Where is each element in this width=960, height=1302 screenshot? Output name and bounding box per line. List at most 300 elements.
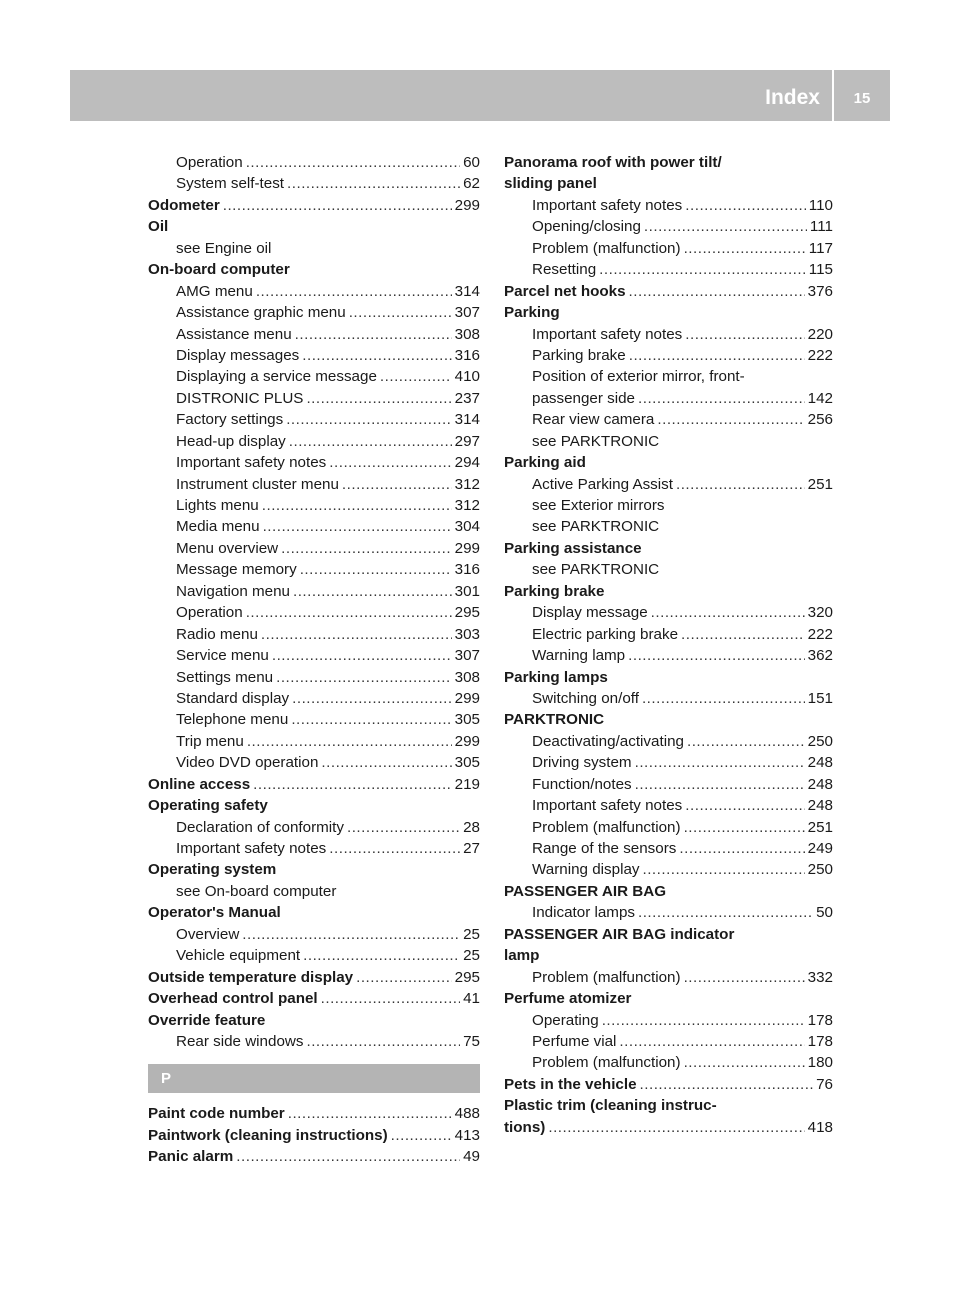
dot-leader: [287, 173, 460, 194]
entry-text: Problem (malfunction): [532, 968, 681, 986]
dot-leader: [684, 1052, 805, 1073]
entry-page[interactable]: 299: [454, 539, 480, 557]
dot-leader: [247, 731, 452, 752]
entry-page[interactable]: 301: [454, 582, 480, 600]
index-entry: [148, 324, 480, 345]
entry-text: see On-board computer: [176, 882, 337, 900]
entry-text: Navigation menu: [176, 582, 290, 600]
entry-text: Menu overview: [176, 539, 279, 557]
dot-leader: [329, 838, 460, 859]
entry-page[interactable]: 410: [454, 368, 480, 386]
index-entry: [504, 859, 833, 880]
entry-page[interactable]: 62: [463, 175, 480, 193]
index-entry: [148, 152, 480, 173]
index-entry: [148, 945, 480, 966]
dot-leader: [303, 945, 460, 966]
entry-text: Online access: [148, 775, 251, 793]
index-entry: [504, 817, 833, 838]
entry-text: see PARKTRONIC: [532, 518, 660, 536]
entry-page[interactable]: 222: [807, 625, 833, 643]
index-entry: [504, 1117, 833, 1138]
dot-leader: [291, 709, 451, 730]
dot-leader: [642, 688, 805, 709]
entry-page[interactable]: 256: [807, 411, 833, 429]
index-entry: [504, 945, 833, 966]
dot-leader: [347, 817, 460, 838]
entry-text: Switching on/off: [532, 689, 639, 707]
header-bar: [70, 70, 832, 121]
dot-leader: [391, 1125, 452, 1146]
index-entry: [148, 238, 480, 259]
index-list-right: [504, 152, 833, 1138]
dot-leader: [306, 1031, 460, 1052]
index-entry: [148, 924, 480, 945]
entry-page[interactable]: 316: [454, 346, 480, 364]
entry-text: Assistance graphic menu: [176, 304, 346, 322]
index-entry: [504, 1074, 833, 1095]
entry-page[interactable]: 312: [454, 475, 480, 493]
entry-page[interactable]: 312: [454, 497, 480, 514]
entry-text: Parking lamps: [504, 668, 608, 686]
dot-leader: [380, 366, 452, 387]
entry-text: Important safety notes: [176, 454, 327, 472]
index-entry: [504, 495, 833, 516]
entry-text: Paintwork (cleaning instructions): [148, 1126, 388, 1144]
entry-page[interactable]: 250: [807, 732, 833, 750]
index-entry: [504, 924, 833, 945]
entry-text: System self-test: [176, 175, 285, 193]
entry-text: AMG menu: [176, 282, 253, 300]
dot-leader: [628, 645, 805, 666]
entry-text: Operating system: [148, 861, 277, 879]
entry-page[interactable]: 248: [807, 775, 833, 793]
index-entry: [504, 559, 833, 580]
entry-text: Deactivating/activating: [532, 732, 684, 750]
index-entry: [148, 645, 480, 666]
dot-leader: [276, 667, 452, 688]
entry-page[interactable]: 299: [454, 732, 480, 750]
entry-page[interactable]: 307: [454, 304, 480, 322]
index-entry: [148, 1146, 480, 1167]
index-entry: [148, 967, 480, 988]
index-entry: [148, 1031, 480, 1052]
dot-leader: [342, 474, 452, 495]
entry-text: Resetting: [532, 261, 597, 279]
entry-page[interactable]: 299: [454, 689, 480, 707]
index-entry: [504, 216, 833, 237]
index-entry: [148, 302, 480, 323]
dot-leader: [602, 1010, 805, 1031]
entry-text: Parking: [504, 304, 560, 322]
dot-leader: [684, 967, 805, 988]
entry-text: Driving system: [532, 754, 632, 772]
entry-page[interactable]: 117: [808, 239, 833, 257]
entry-text: Plastic trim (cleaning instruc-: [504, 1097, 717, 1115]
dot-leader: [321, 752, 451, 773]
entry-page[interactable]: 248: [807, 797, 833, 815]
entry-text: Problem (malfunction): [532, 818, 681, 836]
section-letter-bar: P: [148, 1064, 480, 1093]
index-entry: [148, 774, 480, 795]
index-entry: [504, 838, 833, 859]
entry-text: Overview: [176, 925, 240, 943]
entry-page[interactable]: 295: [454, 968, 480, 986]
entry-page[interactable]: 25: [463, 925, 480, 943]
index-entry: [148, 452, 480, 473]
index-entry: [148, 1010, 480, 1031]
entry-text: Active Parking Assist: [532, 475, 673, 493]
entry-page[interactable]: 75: [463, 1032, 480, 1050]
entry-text: PASSENGER AIR BAG indicator: [504, 925, 735, 943]
index-entry: [148, 881, 480, 902]
entry-page[interactable]: 305: [454, 711, 480, 729]
dot-leader: [253, 774, 452, 795]
dot-leader: [321, 988, 460, 1009]
index-entry: [148, 624, 480, 645]
entry-text: Radio menu: [176, 625, 258, 643]
entry-text: Video DVD operation: [176, 754, 319, 772]
entry-text: sliding panel: [504, 175, 597, 193]
dot-leader: [289, 431, 452, 452]
entry-page[interactable]: 251: [807, 818, 833, 836]
entry-page[interactable]: 299: [454, 196, 480, 214]
index-entry: [148, 688, 480, 709]
entry-text: see PARKTRONIC: [532, 561, 660, 579]
index-entry: [504, 1095, 833, 1116]
entry-text: tions): [504, 1118, 546, 1136]
entry-text: Display message: [532, 604, 648, 622]
entry-page[interactable]: 294: [454, 454, 480, 472]
index-entry: [504, 409, 833, 430]
entry-page[interactable]: 305: [454, 754, 480, 772]
dot-leader: [329, 452, 451, 473]
entry-page[interactable]: 110: [808, 196, 833, 214]
entry-page[interactable]: 220: [807, 325, 833, 343]
dot-leader: [679, 838, 804, 859]
index-entry: [148, 1125, 480, 1146]
dot-leader: [635, 774, 805, 795]
entry-page[interactable]: 413: [454, 1126, 480, 1144]
entry-text: Oil: [148, 218, 169, 236]
index-entry: [148, 667, 480, 688]
dot-leader: [685, 195, 806, 216]
entry-text: Operation: [176, 604, 243, 622]
entry-text: Service menu: [176, 647, 269, 665]
index-entry: [504, 302, 833, 323]
index-entry: [148, 817, 480, 838]
entry-text: passenger side: [532, 389, 636, 407]
entry-text: Perfume atomizer: [504, 990, 632, 1008]
entry-page[interactable]: 76: [816, 1075, 833, 1093]
index-entry: [504, 195, 833, 216]
dot-leader: [651, 602, 805, 623]
dot-leader: [261, 624, 452, 645]
entry-text: Function/notes: [532, 775, 632, 793]
index-entry: [504, 881, 833, 902]
dot-leader: [263, 516, 452, 537]
dot-leader: [599, 259, 806, 280]
entry-text: Range of the sensors: [532, 840, 677, 857]
entry-text: Operating: [532, 1011, 599, 1029]
index-entry: [148, 195, 480, 216]
index-entry: [504, 516, 833, 537]
index-entry: [148, 409, 480, 430]
index-entry: [148, 281, 480, 302]
dot-leader: [223, 195, 452, 216]
index-entry: [148, 795, 480, 816]
dot-leader: [281, 538, 452, 559]
index-entry: [148, 559, 480, 580]
entry-page[interactable]: 376: [807, 282, 833, 300]
entry-text: Problem (malfunction): [532, 1054, 681, 1072]
entry-page[interactable]: 28: [463, 818, 480, 836]
dot-leader: [246, 152, 460, 173]
entry-page[interactable]: 50: [816, 904, 833, 922]
entry-page[interactable]: 142: [807, 389, 833, 407]
index-entry: [504, 1010, 833, 1031]
index-entry: [504, 173, 833, 194]
entry-text: Instrument cluster menu: [176, 475, 339, 493]
entry-text: On-board computer: [148, 261, 290, 279]
entry-page[interactable]: 222: [807, 346, 833, 364]
index-entry: [148, 752, 480, 773]
entry-page[interactable]: 250: [807, 861, 833, 879]
entry-page[interactable]: 303: [454, 625, 480, 643]
dot-leader: [676, 474, 805, 495]
entry-page[interactable]: 308: [454, 325, 480, 343]
index-entry: [148, 431, 480, 452]
dot-leader: [629, 345, 805, 366]
entry-page[interactable]: 297: [454, 432, 480, 450]
entry-page[interactable]: 248: [807, 754, 833, 772]
index-entry: [504, 688, 833, 709]
entry-text: see Exterior mirrors: [532, 497, 665, 514]
entry-text: Vehicle equipment: [176, 947, 301, 965]
entry-text: Declaration of conformity: [176, 818, 344, 836]
entry-text: Parking brake: [504, 582, 605, 600]
dot-leader: [242, 924, 460, 945]
dot-leader: [293, 581, 452, 602]
entry-page[interactable]: 111: [809, 218, 833, 236]
entry-text: Settings menu: [176, 668, 274, 686]
entry-page[interactable]: 362: [807, 647, 833, 665]
index-entry: [504, 752, 833, 773]
dot-leader: [300, 559, 452, 580]
index-entry: [148, 838, 480, 859]
entry-text: Problem (malfunction): [532, 239, 681, 257]
index-entry: [504, 431, 833, 452]
entry-page[interactable]: 219: [454, 775, 480, 793]
entry-page[interactable]: 237: [454, 389, 480, 407]
index-entry: [148, 602, 480, 623]
index-entry: [504, 474, 833, 495]
dot-leader: [657, 409, 804, 430]
entry-text: PARKTRONIC: [504, 711, 605, 729]
index-entry: [148, 516, 480, 537]
entry-text: Rear side windows: [176, 1032, 304, 1050]
entry-text: Media menu: [176, 518, 260, 536]
entry-text: Trip menu: [176, 732, 244, 750]
index-entry: [504, 967, 833, 988]
index-list-left-p: [148, 1103, 480, 1167]
entry-text: Important safety notes: [176, 840, 327, 857]
index-entry: [504, 281, 833, 302]
dot-leader: [638, 902, 813, 923]
entry-text: Important safety notes: [532, 797, 683, 815]
entry-text: see Engine oil: [176, 239, 272, 257]
index-entry: [504, 988, 833, 1009]
entry-text: Assistance menu: [176, 325, 292, 343]
entry-text: Panic alarm: [148, 1148, 234, 1166]
index-entry: [148, 173, 480, 194]
entry-text: Lights menu: [176, 497, 259, 514]
entry-page[interactable]: 251: [807, 475, 833, 493]
section-title: Index: [765, 86, 820, 109]
entry-page[interactable]: 316: [454, 561, 480, 579]
entry-text: Parking aid: [504, 454, 586, 472]
entry-page[interactable]: 314: [454, 411, 480, 429]
entry-text: Telephone menu: [176, 711, 289, 729]
index-entry: [148, 1103, 480, 1124]
entry-page[interactable]: 304: [454, 518, 480, 536]
entry-text: PASSENGER AIR BAG: [504, 882, 667, 900]
dot-leader: [684, 238, 806, 259]
entry-text: Operation: [176, 154, 243, 171]
entry-text: Electric parking brake: [532, 625, 679, 643]
entry-text: Panorama roof with power tilt/: [504, 154, 722, 171]
dot-leader: [635, 752, 805, 773]
entry-text: Pets in the vehicle: [504, 1075, 637, 1093]
entry-page[interactable]: 60: [463, 154, 480, 171]
dot-leader: [292, 688, 452, 709]
dot-leader: [306, 388, 451, 409]
entry-page[interactable]: 418: [807, 1118, 833, 1136]
entry-text: Rear view camera: [532, 411, 655, 429]
dot-leader: [236, 1146, 460, 1167]
index-column-right: [504, 152, 833, 1138]
entry-text: Perfume vial: [532, 1032, 617, 1050]
dot-leader: [638, 388, 805, 409]
index-entry: [148, 709, 480, 730]
index-list-left: [148, 152, 480, 1052]
index-entry: [504, 238, 833, 259]
entry-text: Overhead control panel: [148, 990, 318, 1008]
entry-page[interactable]: 320: [807, 604, 833, 622]
entry-text: see PARKTRONIC: [532, 432, 660, 450]
index-entry: [504, 388, 833, 409]
entry-page[interactable]: 180: [807, 1054, 833, 1072]
entry-text: Override feature: [148, 1011, 266, 1029]
index-entry: [504, 366, 833, 387]
index-entry: [504, 345, 833, 366]
dot-leader: [272, 645, 452, 666]
dot-leader: [685, 324, 804, 345]
entry-page[interactable]: 41: [463, 990, 480, 1008]
index-entry: [148, 495, 480, 516]
entry-page[interactable]: 488: [454, 1105, 480, 1123]
index-entry: [504, 731, 833, 752]
entry-text: Warning display: [532, 861, 640, 879]
entry-page[interactable]: 307: [454, 647, 480, 665]
index-entry: [504, 795, 833, 816]
entry-page[interactable]: 27: [463, 840, 480, 857]
index-entry: [504, 324, 833, 345]
entry-text: Factory settings: [176, 411, 284, 429]
dot-leader: [288, 1103, 452, 1124]
dot-leader: [302, 345, 451, 366]
dot-leader: [619, 1031, 804, 1052]
entry-text: Message memory: [176, 561, 297, 579]
entry-text: DISTRONIC PLUS: [176, 389, 304, 407]
dot-leader: [684, 817, 805, 838]
entry-text: Outside temperature display: [148, 968, 354, 986]
dot-leader: [629, 281, 805, 302]
entry-page[interactable]: 295: [454, 604, 480, 622]
index-entry: [148, 259, 480, 280]
entry-text: Operator's Manual: [148, 904, 281, 922]
dot-leader: [642, 859, 804, 880]
index-entry: [504, 667, 833, 688]
index-entry: [504, 581, 833, 602]
entry-page[interactable]: 332: [807, 968, 833, 986]
entry-text: Important safety notes: [532, 196, 683, 214]
index-entry: [504, 1031, 833, 1052]
entry-page[interactable]: 314: [454, 282, 480, 300]
index-entry: [148, 902, 480, 923]
entry-text: Indicator lamps: [532, 904, 635, 922]
index-entry: [504, 774, 833, 795]
entry-page[interactable]: 308: [454, 668, 480, 686]
index-entry: [504, 538, 833, 559]
entry-page[interactable]: 249: [807, 840, 833, 857]
entry-text: Display messages: [176, 346, 300, 364]
entry-page[interactable]: 115: [808, 261, 833, 279]
entry-page[interactable]: 49: [463, 1148, 480, 1166]
dot-leader: [681, 624, 805, 645]
index-entry: [504, 902, 833, 923]
dot-leader: [356, 967, 452, 988]
dot-leader: [246, 602, 452, 623]
entry-text: Position of exterior mirror, front-: [532, 368, 745, 386]
dot-leader: [256, 281, 452, 302]
index-entry: [148, 474, 480, 495]
entry-page[interactable]: 151: [807, 689, 833, 707]
entry-page[interactable]: 178: [807, 1011, 833, 1029]
entry-page[interactable]: 178: [807, 1032, 833, 1050]
index-entry: [504, 624, 833, 645]
entry-text: Important safety notes: [532, 325, 683, 343]
entry-text: Parking assistance: [504, 539, 642, 557]
index-entry: [148, 581, 480, 602]
index-entry: [148, 366, 480, 387]
entry-text: Odometer: [148, 196, 220, 214]
dot-leader: [286, 409, 451, 430]
entry-text: Opening/closing: [532, 218, 641, 236]
entry-text: Standard display: [176, 689, 290, 707]
index-entry: [148, 345, 480, 366]
index-entry: [504, 602, 833, 623]
entry-text: Parking brake: [532, 346, 626, 364]
dot-leader: [644, 216, 807, 237]
index-entry: [148, 538, 480, 559]
dot-leader: [262, 495, 452, 516]
entry-text: Operating safety: [148, 797, 268, 815]
index-entry: [504, 709, 833, 730]
entry-page[interactable]: 25: [463, 947, 480, 965]
index-entry: [148, 388, 480, 409]
page-number: 15: [834, 70, 890, 121]
entry-text: Paint code number: [148, 1105, 285, 1123]
